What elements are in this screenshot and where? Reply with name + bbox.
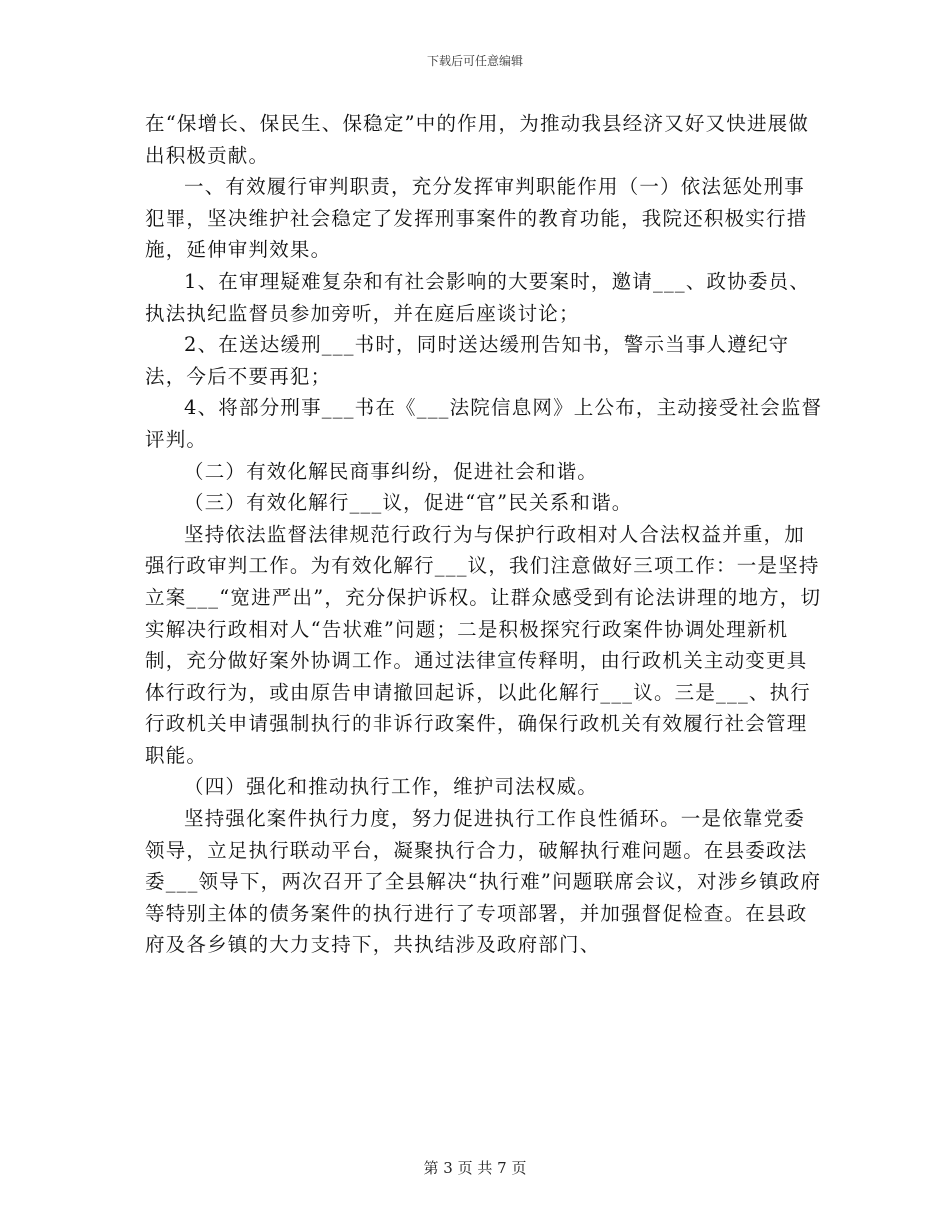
paragraph-section-one: 一、有效履行审判职责，充分发挥审判职能作用（一）依法惩处刑事犯罪，坚决维护社会稳定了发挥刑事案件的教育功能，我院还积极实行措施，延伸审判效果。	[145, 175, 808, 262]
paragraph-heading-4: （四）强化和推动执行工作，维护司法权威。	[184, 775, 599, 799]
paragraph-item-1: 1、在审理疑难复杂和有社会影响的大要案时，邀请___、政协委员、执法执纪监督员参加旁听，并在庭后座谈讨论；	[145, 269, 811, 325]
page-header-note: 下载后可任意编辑	[426, 54, 523, 68]
document-body	[145, 108, 825, 961]
paragraph-heading-2: （二）有效化解民商事纠纷，促进社会和谐。	[184, 459, 599, 483]
paragraph-item-2: 2、在送达缓刑___书时，同时送达缓刑告知书，警示当事人遵纪守法，今后不要再犯；	[145, 333, 790, 388]
paragraph-heading-3: （三）有效化解行___议，促进“官”民关系和谐。	[184, 491, 633, 515]
paragraph-execution: 坚持强化案件执行力度，努力促进执行工作良性循环。一是依靠党委领导，立足执行联动平台，凝聚执行合力，破解执行难问题。在县委政法委___领导下，两次召开了全县解决“执行难”问题联席会议，对涉乡镇政府等特别主体的债务案件的执行进行了专项部署，并加强督促检查。在县政府及各乡镇的大力支持下，共执结涉及政府部门、	[145, 807, 822, 957]
paragraph-continuation: 在“保增长、保民生、保稳定”中的作用，为推动我县经济又好又快进展做出积极贡献。	[145, 112, 810, 167]
paragraph-item-4: 4、将部分刑事___书在《___法院信息网》上公布，主动接受社会监督评判。	[145, 396, 823, 451]
paragraph-administrative: 坚持依法监督法律规范行政行为与保护行政相对人合法权益并重，加强行政审判工作。为有效化解行___议，我们注意做好三项工作：一是坚持立案___“宽进严出”，充分保护诉权。让群众感受到有论法讲理的地方，切实解决行政相对人“告状难”问题；二是积极探究行政案件协调处理新机制，充分做好案外协调工作。通过法律宣传释明，由行政机关主动变更具体行政行为，或由原告申请撤回起诉，以此化解行___议。三是___、执行行政机关申请强制执行的非诉行政案件，确保行政机关有效履行社会管理职能。	[145, 522, 822, 767]
page-number: 第 3 页 共 7 页	[423, 1159, 527, 1177]
